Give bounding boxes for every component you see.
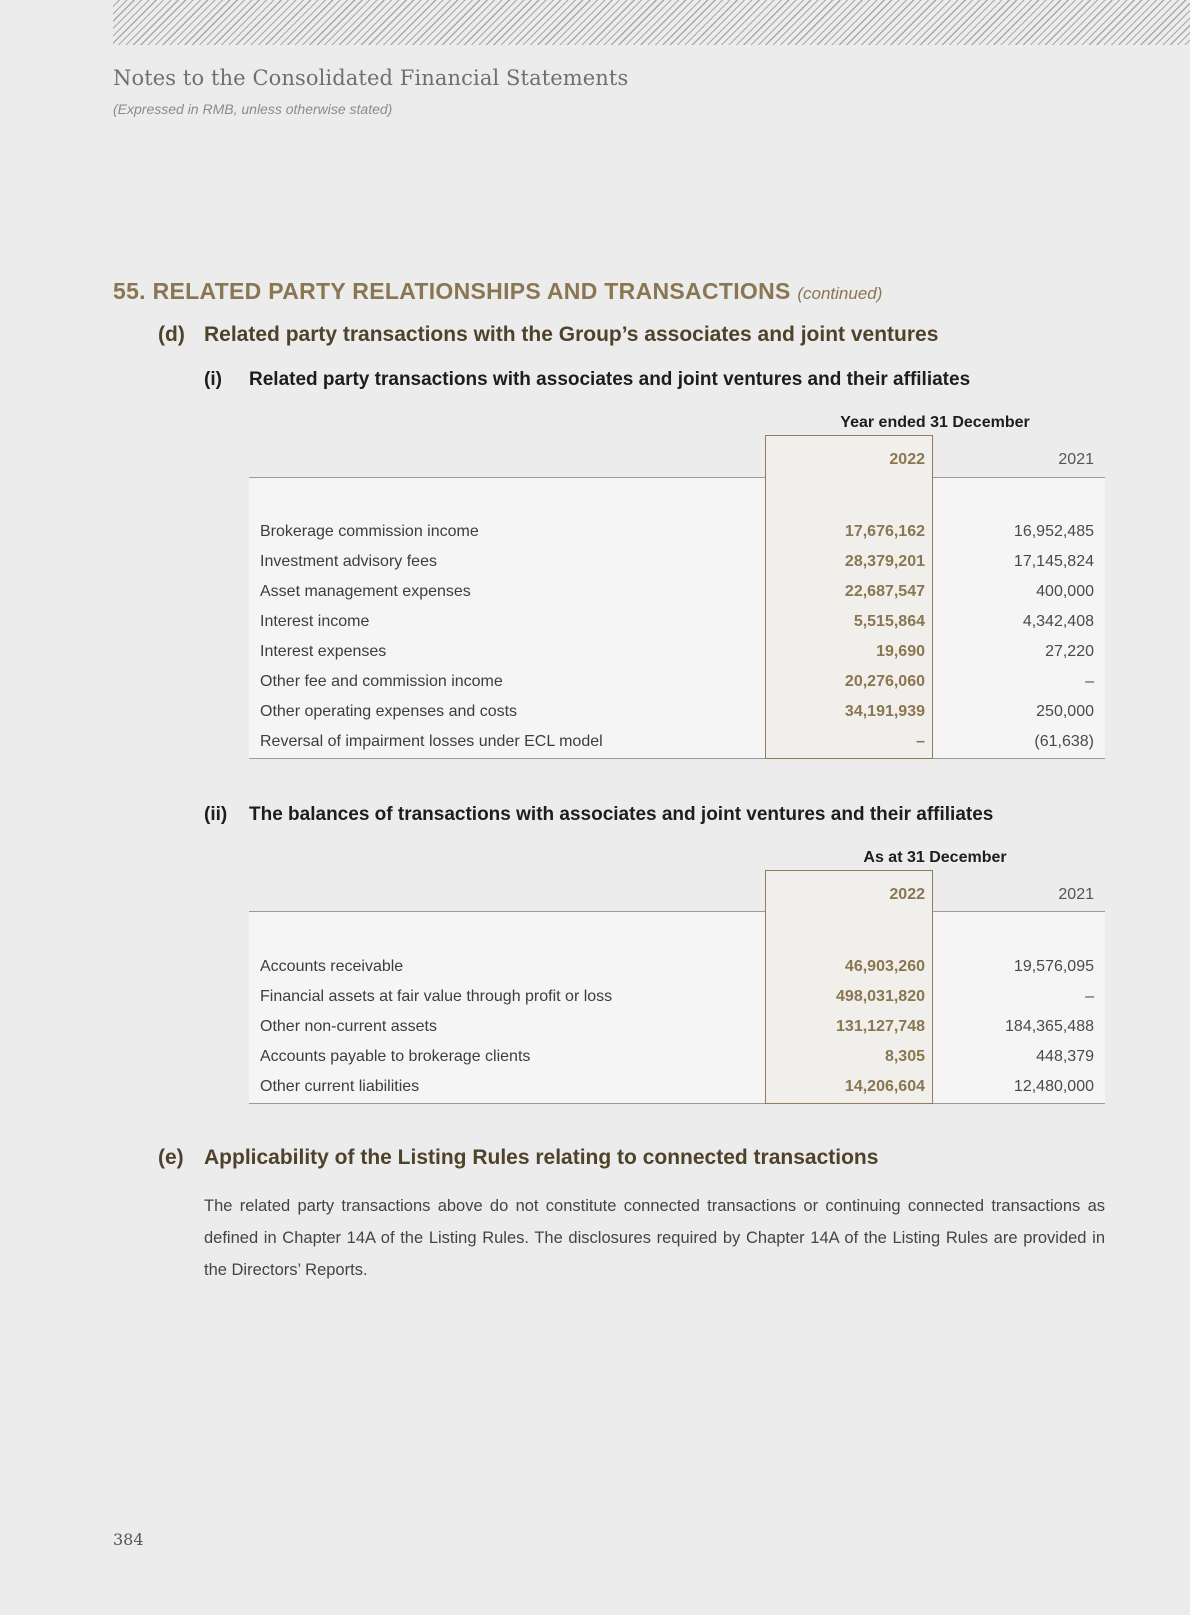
value-2021: (61,638) xyxy=(1034,733,1094,750)
table-i-period-label: Year ended 31 December xyxy=(840,414,1030,431)
row-label: Accounts payable to brokerage clients xyxy=(260,1048,531,1065)
table-ii-period-label: As at 31 December xyxy=(863,849,1007,866)
value-2022: 20,276,060 xyxy=(844,673,925,690)
row-label: Investment advisory fees xyxy=(260,553,437,570)
row-label: Brokerage commission income xyxy=(260,523,479,540)
decorative-hatch-band xyxy=(113,0,1190,45)
value-2022: 19,690 xyxy=(876,643,925,660)
table-row xyxy=(249,727,1105,757)
value-2021: 12,480,000 xyxy=(1013,1078,1094,1095)
row-label: Other fee and commission income xyxy=(260,673,503,690)
table-row xyxy=(249,517,1105,547)
page-number: 384 xyxy=(113,1530,144,1549)
row-label: Reversal of impairment losses under ECL model xyxy=(260,733,603,750)
running-title: Notes to the Consolidated Financial Statements xyxy=(113,66,629,90)
table-row xyxy=(249,547,1105,577)
value-2021: 16,952,485 xyxy=(1013,523,1094,540)
value-2021: 448,379 xyxy=(1036,1048,1094,1065)
table-row xyxy=(249,667,1105,697)
value-2021: 19,576,095 xyxy=(1013,958,1094,975)
value-2021: 17,145,824 xyxy=(1013,553,1094,570)
running-subtitle: (Expressed in RMB, unless otherwise stated) xyxy=(113,101,393,117)
subsection-e-marker: (e) xyxy=(158,1146,184,1169)
table-i-col-2021: 2021 xyxy=(1058,451,1094,468)
table-row xyxy=(249,982,1105,1012)
row-label: Interest income xyxy=(260,613,370,630)
value-2021: – xyxy=(1085,988,1094,1005)
value-2022: 8,305 xyxy=(884,1048,925,1065)
value-2022: 28,379,201 xyxy=(844,553,925,570)
value-2022: 131,127,748 xyxy=(836,1018,925,1035)
subsection-e-paragraph: The related party transactions above do not constitute connected transactions or continuing connected transactions as defined in Chapter 14A of the Listing Rules. The disclosures required by Chapter 14A of the Listing Rules are provided in the Directors’ Reports. xyxy=(204,1197,1105,1279)
value-2022: 14,206,604 xyxy=(844,1078,925,1095)
section-title: RELATED PARTY RELATIONSHIPS AND TRANSACTIONS xyxy=(152,278,791,304)
row-label: Other operating expenses and costs xyxy=(260,703,518,720)
table-row xyxy=(249,1042,1105,1072)
table-row xyxy=(249,637,1105,667)
table-i-marker: (i) xyxy=(204,369,222,390)
table-i-title: Related party transactions with associates and joint ventures and their affiliates xyxy=(249,369,971,390)
row-label: Asset management expenses xyxy=(260,583,471,600)
table-ii-title: The balances of transactions with associates and joint ventures and their affiliates xyxy=(249,804,994,825)
subsection-d-title: Related party transactions with the Group’s associates and joint ventures xyxy=(204,323,939,346)
value-2021: 27,220 xyxy=(1045,643,1094,660)
value-2022: 17,676,162 xyxy=(844,523,925,540)
value-2021: – xyxy=(1085,673,1094,690)
value-2022: 498,031,820 xyxy=(836,988,925,1005)
table-row xyxy=(249,697,1105,727)
row-label: Other current liabilities xyxy=(260,1078,420,1095)
value-2021: 184,365,488 xyxy=(1005,1018,1094,1035)
subsection-d-marker: (d) xyxy=(158,323,185,346)
table-row xyxy=(249,1012,1105,1042)
table-i-col-2022: 2022 xyxy=(889,451,925,468)
table-row xyxy=(249,577,1105,607)
value-2021: 400,000 xyxy=(1036,583,1094,600)
value-2022: – xyxy=(916,733,925,750)
value-2022: 46,903,260 xyxy=(844,958,925,975)
table-ii-col-2021: 2021 xyxy=(1058,886,1094,903)
row-label: Interest expenses xyxy=(260,643,387,660)
row-label: Accounts receivable xyxy=(260,958,404,975)
value-2021: 4,342,408 xyxy=(1022,613,1094,630)
value-2022: 34,191,939 xyxy=(844,703,925,720)
section-heading xyxy=(113,278,882,305)
value-2022: 5,515,864 xyxy=(853,613,925,630)
table-ii-col-2022: 2022 xyxy=(889,886,925,903)
row-label: Other non-current assets xyxy=(260,1018,437,1035)
subsection-e-title: Applicability of the Listing Rules relating to connected transactions xyxy=(204,1146,879,1169)
table-row xyxy=(249,607,1105,637)
table-row xyxy=(249,1072,1105,1102)
section-number: 55. xyxy=(113,278,146,304)
section-continued: (continued) xyxy=(797,284,883,303)
value-2021: 250,000 xyxy=(1036,703,1094,720)
table-ii-marker: (ii) xyxy=(204,804,228,825)
table-row xyxy=(249,952,1105,982)
row-label: Financial assets at fair value through profit or loss xyxy=(260,988,613,1005)
value-2022: 22,687,547 xyxy=(844,583,925,600)
